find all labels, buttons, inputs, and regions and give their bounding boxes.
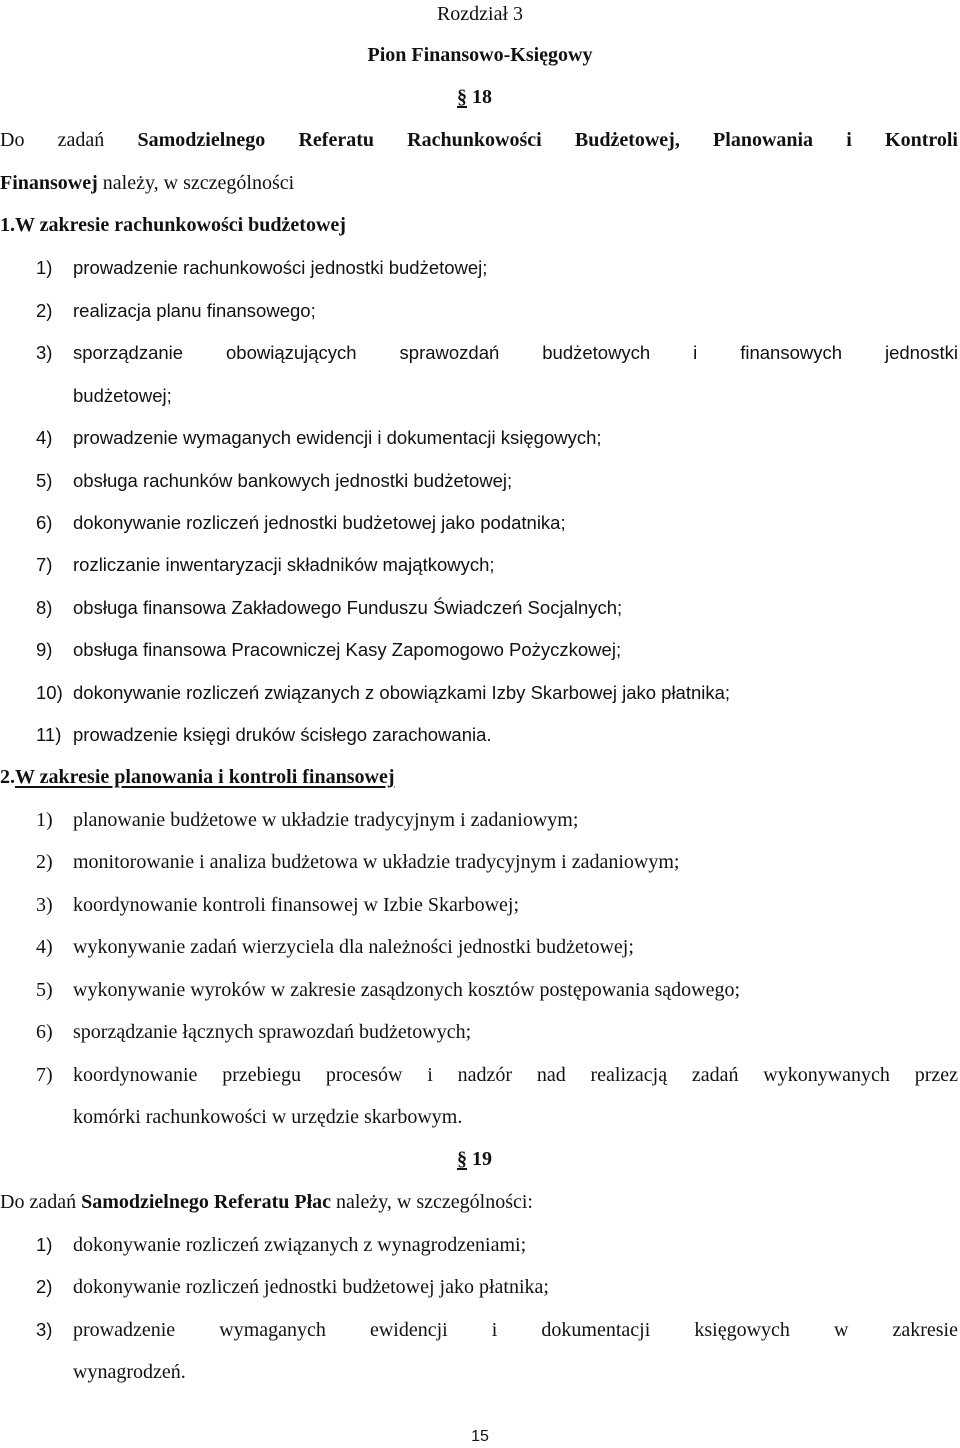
section-18-intro: Do zadań Samodzielnego Referatu Rachunkowości Budżetowej, Planowania i Kontroli bbox=[0, 129, 958, 151]
section-19-intro: Do zadań Samodzielnego Referatu Płac należy, w szczególności: bbox=[0, 1191, 533, 1213]
group-2-heading: 2.W zakresie planowania i kontroli finansowej bbox=[0, 766, 395, 788]
chapter-title: Pion Finansowo-Księgowy bbox=[367, 44, 593, 66]
section-19-heading bbox=[457, 1148, 492, 1171]
chapter-number: Rozdział 3 bbox=[436, 3, 524, 25]
section-sign: § bbox=[457, 86, 467, 108]
section-number: 19 bbox=[472, 1148, 492, 1170]
group-1-heading: 1.W zakresie rachunkowości budżetowej bbox=[0, 214, 346, 236]
page-number: 15 bbox=[471, 1428, 489, 1445]
section-number: 18 bbox=[472, 86, 492, 108]
section-18-intro-cont: Finansowej należy, w szczególności bbox=[0, 172, 295, 194]
section-18-heading bbox=[457, 86, 492, 109]
section-sign: § bbox=[457, 1148, 467, 1170]
unit-name: Samodzielnego Referatu Płac bbox=[81, 1191, 332, 1213]
